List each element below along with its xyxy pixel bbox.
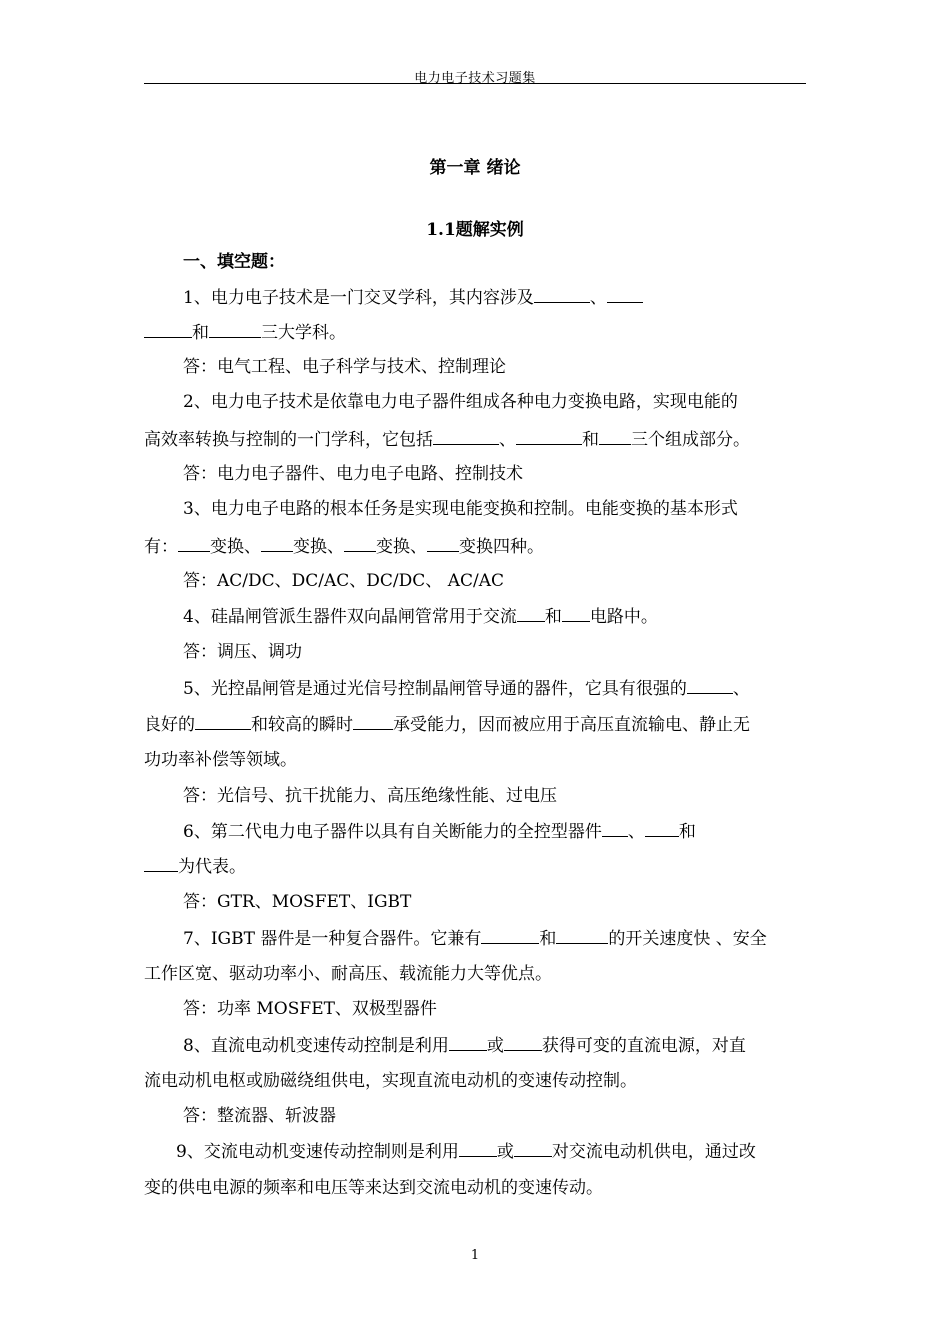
answer-blank <box>195 712 251 730</box>
answer-blank <box>517 604 545 622</box>
answer-blank <box>514 1139 552 1157</box>
answer-4: 答：调压、调功 <box>183 642 302 662</box>
running-header: 电力电子技术习题集 <box>414 71 536 86</box>
question-9-line-1: 9、交流电动机变速传动控制则是利用 或 对交流电动机供电，通过改 <box>176 1139 799 1164</box>
answer-blank <box>534 285 590 303</box>
answer-blank <box>144 320 192 338</box>
answer-1: 答：电气工程、电子科学与技术、控制理论 <box>183 357 506 377</box>
header-rule <box>144 83 806 84</box>
answer-6: 答：GTR、MOSFET、IGBT <box>183 892 412 912</box>
question-3-line-1: 3、电力电子电路的根本任务是实现电能变换和控制。电能变换的基本形式 <box>183 499 738 519</box>
question-6-line-2: 为代表。 <box>144 854 806 879</box>
answer-blank <box>261 534 293 552</box>
page-number: 1 <box>470 1248 480 1263</box>
question-8-line-1: 8、直流电动机变速传动控制是利用 或 获得可变的直流电源，对直 <box>183 1033 806 1058</box>
answer-blank <box>433 427 499 445</box>
question-5-line-3: 功功率补偿等领域。 <box>144 750 297 770</box>
answer-blank <box>427 534 459 552</box>
chapter-title: 第一章 绪论 <box>429 158 521 178</box>
question-4: 4、硅晶闸管派生器件双向晶闸管常用于交流 和 电路中。 <box>183 604 806 629</box>
answer-blank <box>602 819 628 837</box>
answer-blank <box>178 534 210 552</box>
answer-blank <box>344 534 376 552</box>
question-1-line-1: 1、电力电子技术是一门交叉学科，其内容涉及 、 <box>183 285 806 310</box>
answer-blank <box>645 819 679 837</box>
answer-blank <box>607 285 643 303</box>
question-1-line-2: 和 三大学科。 <box>144 320 806 345</box>
question-2-line-2: 高效率转换与控制的一门学科，它包括 、 和 三个组成部分。 <box>144 427 806 452</box>
answer-7: 答：功率 MOSFET、双极型器件 <box>183 999 437 1019</box>
answer-blank <box>144 854 178 872</box>
question-7-line-2: 工作区宽、驱动功率小、耐高压、载流能力大等优点。 <box>144 964 552 984</box>
question-9-line-2: 变的供电电源的频率和电压等来达到交流电动机的变速传动。 <box>144 1178 603 1198</box>
answer-blank <box>481 926 539 944</box>
question-3-line-2: 有： 变换、 变换、 变换、 变换四种。 <box>144 534 806 559</box>
answer-blank <box>556 926 608 944</box>
answer-blank <box>449 1033 487 1051</box>
answer-blank <box>353 712 393 730</box>
answer-blank <box>459 1139 497 1157</box>
section-title: 1.1题解实例 <box>426 220 524 240</box>
question-6-line-1: 6、第二代电力电子器件以具有自关断能力的全控型器件 、 和 <box>183 819 806 844</box>
answer-blank <box>599 427 631 445</box>
question-2-line-1: 2、电力电子技术是依靠电力电子器件组成各种电力变换电路，实现电能的 <box>183 392 738 412</box>
answer-5: 答：光信号、抗干扰能力、高压绝缘性能、过电压 <box>183 786 557 806</box>
answer-3: 答：AC/DC、DC/AC、DC/DC、 AC/AC <box>183 571 504 591</box>
answer-blank <box>562 604 590 622</box>
question-7-line-1: 7、IGBT 器件是一种复合器件。它兼有 和 的开关速度快 、安全 <box>183 926 806 951</box>
question-5-line-1: 5、光控晶闸管是通过光信号控制晶闸管导通的器件，它具有很强的 、 <box>183 676 806 701</box>
part-heading: 一、填空题： <box>183 252 285 272</box>
question-8-line-2: 流电动机电枢或励磁绕组供电，实现直流电动机的变速传动控制。 <box>144 1071 637 1091</box>
answer-blank <box>516 427 582 445</box>
answer-2: 答：电力电子器件、电力电子电路、控制技术 <box>183 464 523 484</box>
answer-blank <box>687 676 733 694</box>
answer-8: 答：整流器、斩波器 <box>183 1106 336 1126</box>
answer-blank <box>504 1033 542 1051</box>
answer-blank <box>209 320 261 338</box>
question-5-line-2: 良好的 和较高的瞬时 承受能力，因而被应用于高压直流输电、静止无 <box>144 712 806 737</box>
